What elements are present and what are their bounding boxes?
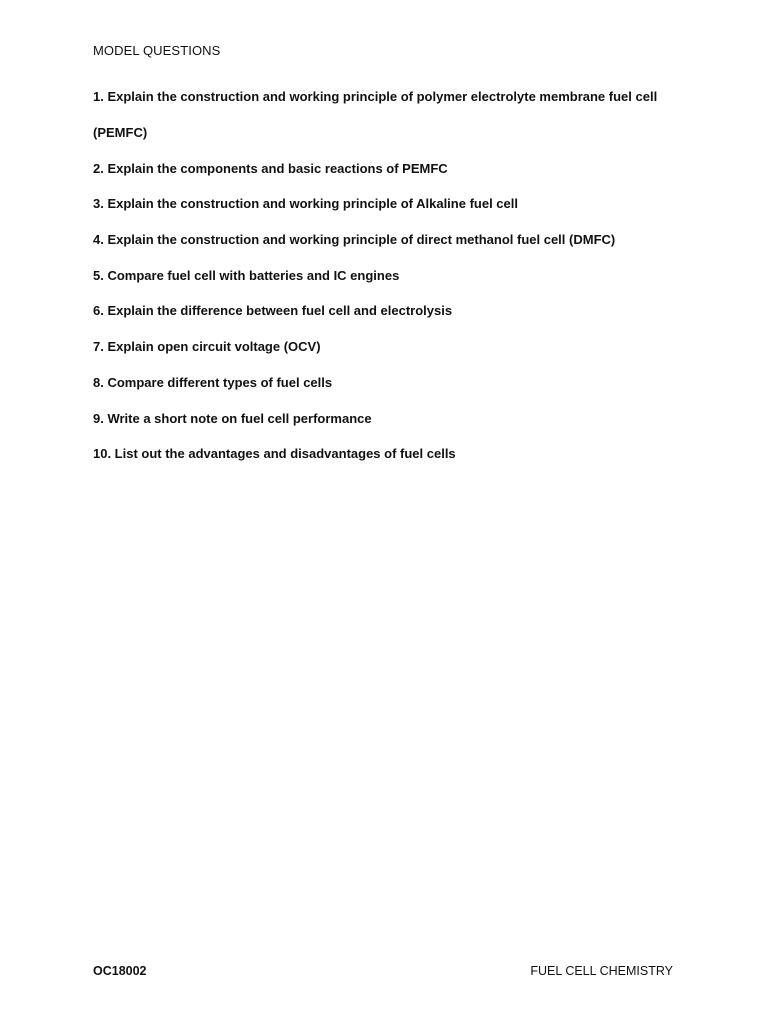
- question-list: [93, 88, 693, 481]
- question-item: [93, 410, 693, 427]
- question-text: 7. Explain open circuit voltage (OCV): [93, 339, 321, 355]
- question-text-continuation: (PEMFC): [93, 125, 148, 140]
- question-item: [93, 195, 693, 212]
- footer-course-code: OC18002: [93, 964, 147, 978]
- question-text: 8. Compare different types of fuel cells: [93, 374, 333, 390]
- question-item: [93, 88, 693, 141]
- question-text: 10. List out the advantages and disadvantages of fuel cells: [93, 446, 456, 462]
- question-item: [93, 338, 693, 355]
- question-text: 3. Explain the construction and working principle of Alkaline fuel cell: [93, 196, 518, 212]
- question-text: 6. Explain the difference between fuel cell and electrolysis: [93, 303, 453, 319]
- footer-course-title: FUEL CELL CHEMISTRY: [530, 964, 673, 978]
- question-item: [93, 374, 693, 391]
- question-item: [93, 231, 693, 248]
- question-text: 4. Explain the construction and working principle of direct methanol fuel cell (DMFC): [93, 232, 616, 248]
- question-item: [93, 160, 693, 177]
- question-item: [93, 267, 693, 284]
- question-text: 1. Explain the construction and working principle of polymer electrolyte membrane fuel cell: [93, 89, 658, 104]
- question-text: 9. Write a short note on fuel cell performance: [93, 410, 372, 426]
- question-text: 2. Explain the components and basic reactions of PEMFC: [93, 160, 448, 176]
- page-title: MODEL QUESTIONS: [93, 43, 221, 58]
- question-item: [93, 445, 693, 462]
- question-text: 5. Compare fuel cell with batteries and IC engines: [93, 267, 400, 283]
- question-item: [93, 302, 693, 319]
